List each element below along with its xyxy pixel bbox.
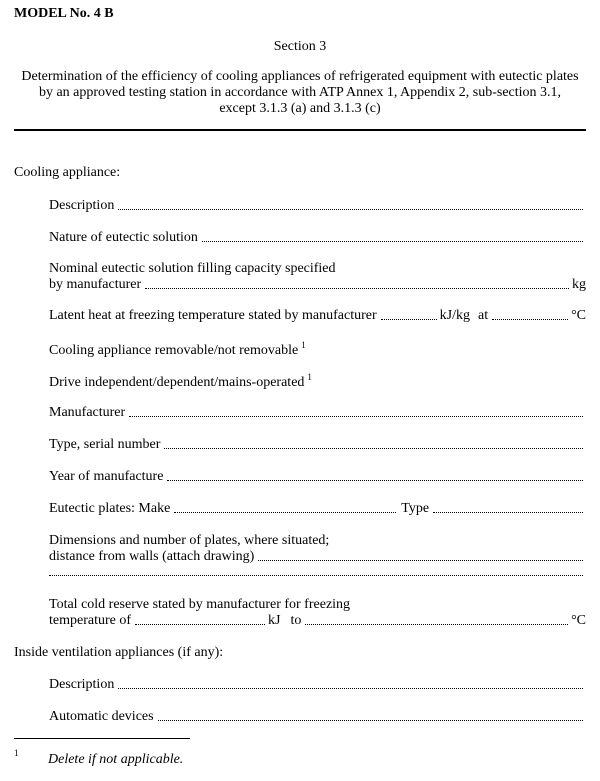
automatic-devices-field[interactable]: [49, 708, 586, 724]
description-line: [118, 208, 583, 210]
ventilation-heading: Inside ventilation appliances (if any):: [14, 645, 224, 660]
description-label: Description: [49, 198, 115, 213]
latent-heat-temp-line: [492, 318, 568, 320]
plates-make-line: [174, 511, 396, 513]
dimensions-label-1: Dimensions and number of plates, where situated;: [49, 533, 330, 548]
reserve-label-2: temperature of: [49, 613, 132, 628]
manufacturer-line: [129, 415, 583, 417]
reserve-temp-unit: °C: [571, 613, 586, 628]
capacity-unit: kg: [572, 277, 586, 292]
dimensions-continuation[interactable]: [49, 563, 586, 579]
dimensions-line: [258, 559, 583, 561]
reserve-unit: kJ: [268, 613, 281, 628]
dimensions-label-2: distance from walls (attach drawing): [49, 549, 255, 564]
footnote-text: Delete if not applicable.: [48, 752, 184, 767]
plates-type-label: Type: [401, 501, 430, 516]
nature-field[interactable]: [49, 229, 586, 245]
model-number: MODEL No. 4 B: [14, 6, 114, 21]
heading-line-1: Determination of the efficiency of cooling appliances of refrigerated equipment with eutectic plates: [21, 69, 579, 84]
top-divider: [14, 129, 586, 131]
latent-heat-label: Latent heat at freezing temperature stated by manufacturer: [49, 308, 377, 323]
manufacturer-label: Manufacturer: [49, 405, 126, 420]
ventilation-description-field[interactable]: [49, 676, 586, 692]
latent-heat-unit: kJ/kg: [439, 308, 471, 323]
nature-line: [202, 240, 583, 242]
latent-heat-field[interactable]: [49, 307, 586, 323]
year-label: Year of manufacture: [49, 469, 164, 484]
capacity-label-1: Nominal eutectic solution filling capacity specified: [49, 261, 336, 276]
year-line: [167, 479, 583, 481]
year-field[interactable]: [49, 468, 586, 484]
plates-make-label: Eutectic plates: Make: [49, 501, 171, 516]
reserve-value-line: [135, 623, 265, 625]
plates-type-line: [433, 511, 583, 513]
capacity-label-2: by manufacturer: [49, 277, 142, 292]
automatic-devices-line: [158, 719, 583, 721]
type-serial-line: [164, 447, 583, 449]
section-title: Section 3: [273, 39, 327, 54]
capacity-line: [145, 287, 569, 289]
latent-heat-temp-unit: °C: [571, 308, 586, 323]
description-field[interactable]: [49, 197, 586, 213]
heading-line-3: except 3.1.3 (a) and 3.1.3 (c): [219, 101, 381, 116]
footnote-divider: [14, 738, 190, 739]
reserve-field[interactable]: [49, 612, 586, 628]
cooling-heading: Cooling appliance:: [14, 165, 121, 180]
capacity-field[interactable]: [49, 276, 586, 292]
plates-field[interactable]: [49, 500, 586, 516]
footnote-ref: 1: [307, 372, 312, 382]
ventilation-description-label: Description: [49, 677, 115, 692]
heading-line-2: by an approved testing station in accordance with ATP Annex 1, Appendix 2, sub-section 3.1,: [38, 85, 562, 100]
latent-heat-at: at: [478, 308, 489, 323]
dimensions-field[interactable]: [49, 548, 586, 564]
removable-label: Cooling appliance removable/not removable $^1$: [49, 340, 306, 358]
automatic-devices-label: Automatic devices: [49, 709, 154, 724]
manufacturer-field[interactable]: [49, 404, 586, 420]
dimensions-continuation-line: [49, 574, 583, 576]
reserve-to: to: [290, 613, 302, 628]
type-serial-label: Type, serial number: [49, 437, 161, 452]
footnote-mark: 1: [14, 748, 19, 758]
type-serial-field[interactable]: [49, 436, 586, 452]
drive-label: Drive independent/dependent/mains-operated $^1$: [49, 372, 312, 390]
nature-label: Nature of eutectic solution: [49, 230, 198, 245]
ventilation-description-line: [118, 687, 583, 689]
reserve-label-1: Total cold reserve stated by manufacturer for freezing: [49, 597, 351, 612]
reserve-temp-line: [305, 623, 568, 625]
footnote-ref: 1: [301, 340, 306, 350]
latent-heat-value-line: [381, 318, 437, 320]
